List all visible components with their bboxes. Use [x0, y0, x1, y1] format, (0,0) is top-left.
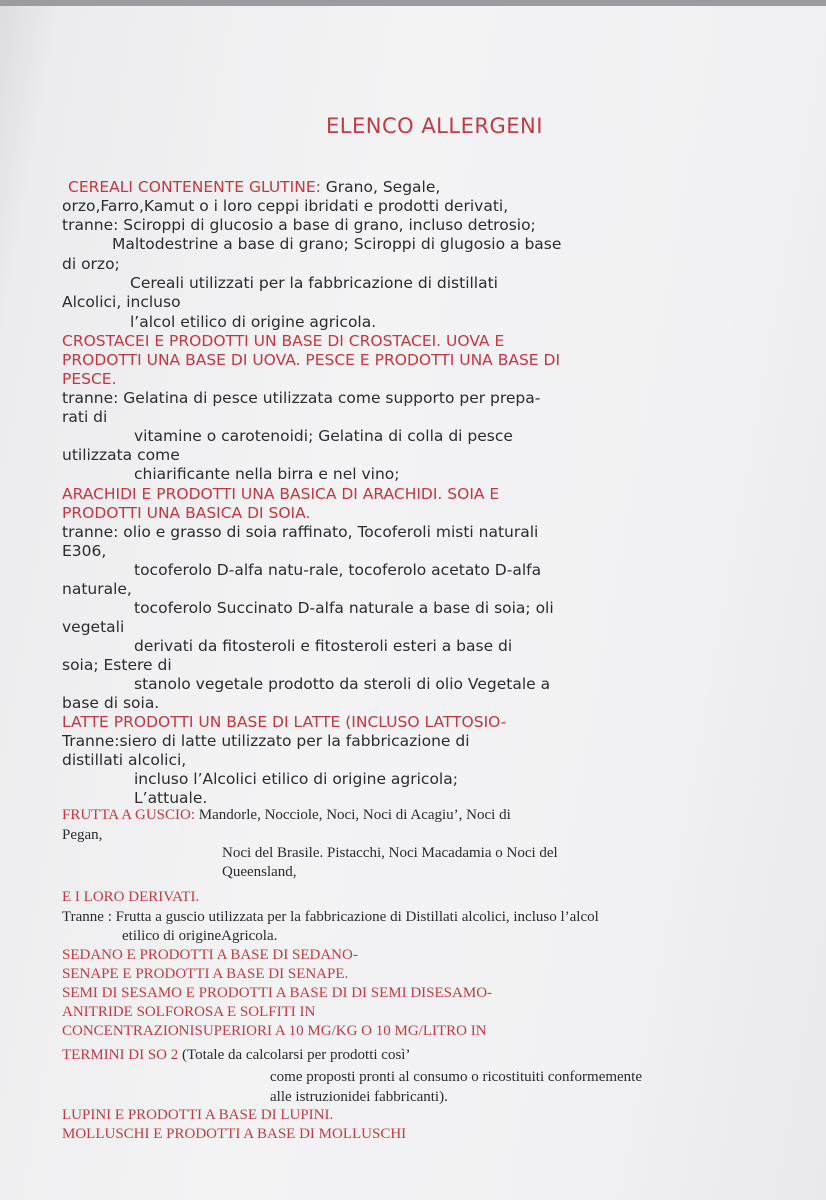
section-heading-cereali: CEREALI CONTENENTE GLUTINE:	[68, 178, 321, 196]
section-cereali-line	[68, 178, 440, 197]
section-heading-arachidi: PRODOTTI UNA BASICA DI SOIA.	[62, 504, 311, 522]
section-heading-crostacei: PESCE.	[62, 370, 117, 388]
text-line: Maltodestrine a base di grano; Sciroppi di glugosio a base	[112, 235, 562, 253]
text-line: stanolo vegetale prodotto da steroli di olio Vegetale a	[134, 675, 551, 693]
text-line: rati di	[62, 408, 108, 426]
text-line: incluso l’Alcolici etilico di origine agricola;	[134, 770, 458, 788]
text-line: etilico di origineAgricola.	[122, 928, 278, 944]
section-heading-solfiti: CONCENTRAZIONISUPERIORI A 10 MG/KG O 10 MG/LITRO IN	[62, 1023, 487, 1039]
text-line: tocoferolo Succinato D-alfa naturale a base di soia; oli	[134, 599, 554, 617]
text-line: L’attuale.	[134, 789, 208, 807]
text-line: Tranne : Frutta a guscio utilizzata per la fabbricazione di Distillati alcolici, incluso l’alcol	[62, 909, 599, 925]
section-so2-line	[62, 1046, 410, 1065]
text-line: tocoferolo D-alfa natu-rale, tocoferolo acetato D-alfa	[134, 561, 542, 579]
section-heading-senape: SENAPE E PRODOTTI A BASE DI SENAPE.	[62, 966, 349, 982]
text-line: l’alcol etilico di origine agricola.	[130, 313, 377, 331]
section-heading-molluschi: MOLLUSCHI E PRODOTTI A BASE DI MOLLUSCHI	[62, 1126, 407, 1142]
text-line: vitamine o carotenoidi; Gelatina di colla di pesce	[134, 427, 513, 445]
text-line: chiarificante nella birra e nel vino;	[134, 465, 400, 483]
text-line: naturale,	[62, 580, 132, 598]
text-line: di orzo;	[62, 255, 120, 273]
text-line: Queensland,	[222, 864, 297, 880]
section-heading-arachidi: ARACHIDI E PRODOTTI UNA BASICA DI ARACHIDI. SOIA E	[62, 485, 500, 503]
section-heading-so2: TERMINI DI SO 2	[62, 1047, 179, 1063]
section-heading-latte: LATTE PRODOTTI UN BASE DI LATTE (INCLUSO LATTOSIO-	[62, 713, 507, 731]
text-line: tranne: olio e grasso di soia raffinato, Tocoferoli misti naturali	[62, 523, 539, 541]
text-line: Cereali utilizzati per la fabbricazione di distillati	[130, 274, 498, 292]
text-line: vegetali	[62, 618, 125, 636]
section-heading-sedano: SEDANO E PRODOTTI A BASE DI SEDANO-	[62, 947, 358, 963]
text-line: Grano, Segale,	[320, 178, 441, 196]
text-line: Mandorle, Nocciole, Noci, Noci di Acagiu’, Noci di	[195, 807, 511, 823]
section-heading-lupini: LUPINI E PRODOTTI A BASE DI LUPINI.	[62, 1107, 334, 1123]
text-line: tranne: Sciroppi di glucosio a base di grano, incluso detrosio;	[62, 216, 536, 234]
text-line: Noci del Brasile. Pistacchi, Noci Macadamia o Noci del	[222, 845, 558, 861]
section-frutta-line	[62, 806, 511, 825]
text-line: utilizzata come	[62, 446, 180, 464]
text-line: base di soia.	[62, 694, 160, 712]
section-heading-sesamo: SEMI DI SESAMO E PRODOTTI A BASE DI DI SEMI DISESAMO-	[62, 985, 493, 1001]
text-line: tranne: Gelatina di pesce utilizzata come supporto per prepa-	[62, 389, 541, 407]
text-line: orzo,Farro,Kamut o i loro ceppi ibridati e prodotti derivati,	[62, 197, 509, 215]
text-line: (Totale da calcolarsi per prodotti così’	[178, 1047, 411, 1063]
section-heading-crostacei: PRODOTTI UNA BASE DI UOVA. PESCE E PRODOTTI UNA BASE DI	[62, 351, 561, 369]
text-line: distillati alcolici,	[62, 751, 187, 769]
text-line: Alcolici, incluso	[62, 293, 181, 311]
section-heading-frutta: FRUTTA A GUSCIO:	[62, 807, 195, 823]
text-line: alle istruzionidei fabbricanti).	[270, 1089, 448, 1105]
text-line: derivati da fitosteroli e fitosteroli esteri a base di	[134, 637, 513, 655]
text-line: E306,	[62, 542, 107, 560]
text-line: Tranne:siero di latte utilizzato per la fabbricazione di	[62, 732, 470, 750]
text-line: come proposti pronti al consumo o ricostituiti conformemente	[270, 1069, 643, 1085]
section-heading-solfiti: ANITRIDE SOLFOROSA E SOLFITI IN	[62, 1004, 316, 1020]
section-heading-crostacei: CROSTACEI E PRODOTTI UN BASE DI CROSTACEI. UOVA E	[62, 332, 505, 350]
text-line: soia; Estere di	[62, 656, 172, 674]
text-line: Pegan,	[62, 827, 103, 843]
section-heading-derivati: E I LORO DERIVATI.	[62, 889, 200, 905]
page-title: ELENCO ALLERGENI	[326, 114, 543, 138]
